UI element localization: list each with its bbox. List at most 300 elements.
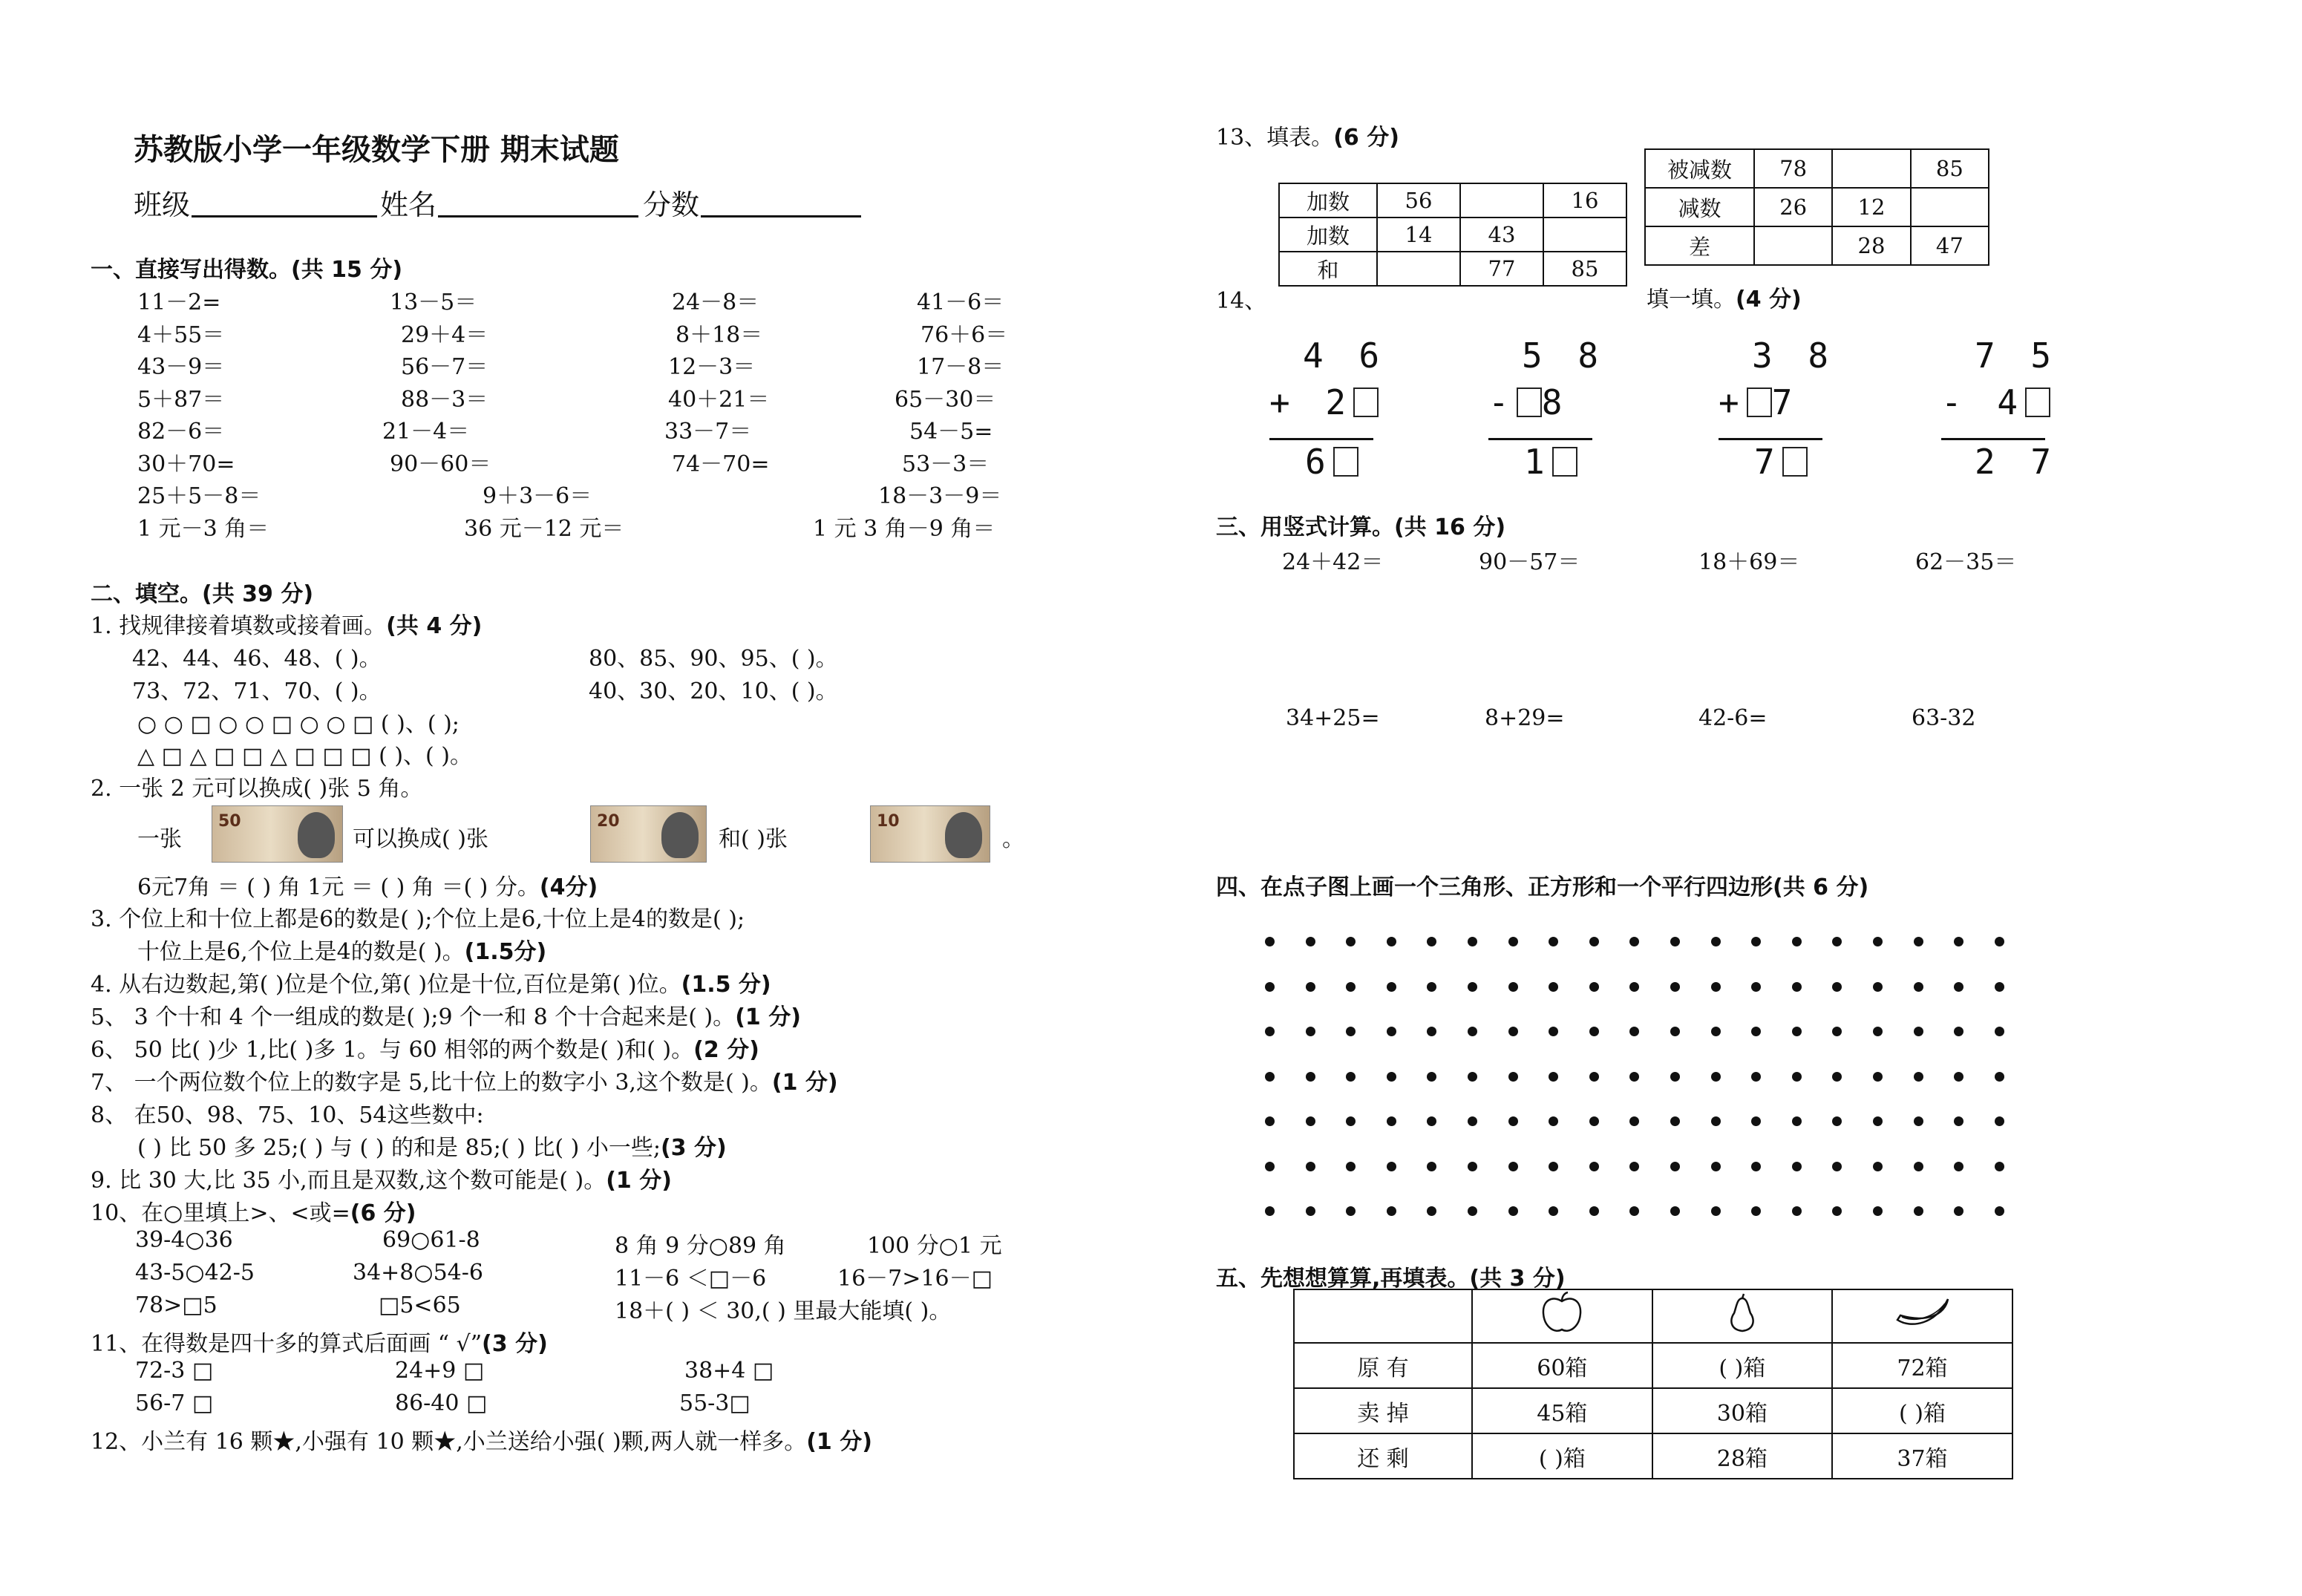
- grid-dot[interactable]: [1711, 937, 1721, 946]
- q11-text: 11、在得数是四十多的算式后面画 “ √”(3 分): [91, 1331, 548, 1357]
- problem: 36 元－12 元＝: [464, 516, 624, 542]
- grid-dot[interactable]: [1427, 1162, 1436, 1171]
- table-cell: 85: [1543, 252, 1626, 286]
- grid-dot[interactable]: [1711, 1027, 1721, 1036]
- compare-item: 78>□5: [135, 1292, 218, 1318]
- puzzle-4-middle: - 4: [1941, 382, 2050, 422]
- grid-dot[interactable]: [1549, 1027, 1558, 1036]
- table-cell: [1294, 1289, 1472, 1343]
- grid-dot[interactable]: [1954, 1162, 1963, 1171]
- grid-dot[interactable]: [1670, 982, 1680, 992]
- grid-dot[interactable]: [1508, 1116, 1518, 1126]
- grid-dot[interactable]: [1792, 1027, 1802, 1036]
- grid-dot[interactable]: [1427, 1206, 1436, 1216]
- grid-dot[interactable]: [1751, 1162, 1761, 1171]
- problem: 13－5＝: [390, 290, 477, 315]
- puzzle-4-top: 7 5: [1975, 336, 2059, 376]
- vertical-calc: 42-6=: [1698, 705, 1768, 731]
- q1-sequence-a: 42、44、46、48、( )。: [132, 646, 382, 672]
- answer-box[interactable]: [1747, 387, 1772, 417]
- q4-text: 4. 从右边数起,第( )位是个位,第( )位是十位,百位是第( )位。(1.5 分): [91, 972, 771, 998]
- grid-dot[interactable]: [1873, 1116, 1883, 1126]
- grid-dot[interactable]: [1346, 1116, 1356, 1126]
- table-cell: 和: [1279, 252, 1377, 286]
- grid-dot[interactable]: [1670, 1027, 1680, 1036]
- grid-dot[interactable]: [1468, 1162, 1477, 1171]
- page-title: 苏教版小学一年级数学下册 期末试题: [134, 133, 619, 167]
- grid-dot[interactable]: [1711, 982, 1721, 992]
- q5-text: 5、 3 个十和 4 个一组成的数是( );9 个一和 8 个十合起来是( )。(1 分): [91, 1004, 801, 1030]
- problem: 21－4＝: [382, 419, 470, 445]
- answer-box[interactable]: [2025, 387, 2050, 417]
- grid-dot[interactable]: [1508, 937, 1518, 946]
- grid-dot[interactable]: [1995, 982, 2004, 992]
- vertical-calc: 90－57＝: [1479, 549, 1580, 575]
- grid-dot[interactable]: [1629, 937, 1639, 946]
- table-cell: 26: [1754, 188, 1832, 226]
- vertical-calc: 63-32: [1912, 705, 1976, 731]
- problem: 1 元－3 角＝: [137, 516, 269, 542]
- grid-dot[interactable]: [1387, 937, 1396, 946]
- table-cell: 卖 掉: [1294, 1388, 1472, 1433]
- sum-line: [1719, 438, 1822, 440]
- answer-box[interactable]: [1782, 447, 1808, 477]
- compare-item: 43-5○42-5: [135, 1260, 255, 1286]
- q1-shape-pattern-a: ○ ○ □ ○ ○ □ ○ ○ □ ( )、( );: [137, 711, 460, 737]
- grid-dot[interactable]: [1346, 1162, 1356, 1171]
- grid-dot[interactable]: [1508, 1027, 1518, 1036]
- grid-dot[interactable]: [1670, 937, 1680, 946]
- grid-dot[interactable]: [1629, 1072, 1639, 1082]
- grid-dot[interactable]: [1549, 982, 1558, 992]
- grid-dot[interactable]: [1751, 1027, 1761, 1036]
- grid-dot[interactable]: [1873, 1072, 1883, 1082]
- vertical-calc: 8+29=: [1485, 705, 1565, 731]
- grid-dot[interactable]: [1346, 982, 1356, 992]
- table-cell: 28箱: [1652, 1433, 1832, 1479]
- puzzle-2-result: 1: [1524, 442, 1577, 482]
- table-cell: 72箱: [1832, 1343, 2012, 1388]
- grid-dot[interactable]: [1387, 1027, 1396, 1036]
- grid-dot[interactable]: [1670, 1206, 1680, 1216]
- puzzle-3-middle: + 7: [1719, 382, 1800, 422]
- grid-dot[interactable]: [1751, 1072, 1761, 1082]
- table-cell: 加数: [1279, 218, 1377, 252]
- table-cell: 原 有: [1294, 1343, 1472, 1388]
- grid-dot[interactable]: [1954, 1116, 1963, 1126]
- grid-dot[interactable]: [1549, 1072, 1558, 1082]
- problem: 40＋21＝: [668, 386, 770, 413]
- grid-dot[interactable]: [1306, 1116, 1315, 1126]
- check-item[interactable]: 72-3 □: [135, 1358, 214, 1384]
- problem: 65－30＝: [895, 386, 996, 413]
- grid-dot[interactable]: [1629, 1206, 1639, 1216]
- table-cell: 60箱: [1472, 1343, 1652, 1388]
- grid-dot[interactable]: [1346, 1072, 1356, 1082]
- puzzle-3-result: 7: [1754, 442, 1808, 482]
- banknote-50-image: 50: [212, 805, 343, 863]
- q8-text: 8、 在50、98、75、10、54这些数中:: [91, 1102, 484, 1128]
- q2-conversion: 6元7角 ＝ ( ) 角 1元 ＝ ( ) 角 ＝( ) 分。(4分): [137, 874, 598, 900]
- q2-one: 一张: [137, 826, 182, 852]
- q1-sequence-c: 73、72、71、70、( )。: [132, 678, 382, 704]
- grid-dot[interactable]: [1508, 1072, 1518, 1082]
- table-cell: 78: [1754, 149, 1832, 188]
- grid-dot[interactable]: [1995, 1206, 2004, 1216]
- name-field[interactable]: [438, 215, 638, 218]
- grid-dot[interactable]: [1995, 1072, 2004, 1082]
- subtraction-table: [1644, 148, 1989, 266]
- grid-dot[interactable]: [1549, 1116, 1558, 1126]
- grid-dot[interactable]: [1306, 982, 1315, 992]
- problem: 24－8＝: [672, 290, 759, 315]
- problem: 41－6＝: [917, 290, 1004, 315]
- class-label: 班级: [134, 189, 191, 221]
- table-cell: 56: [1377, 183, 1460, 218]
- grid-dot[interactable]: [1751, 982, 1761, 992]
- answer-box[interactable]: [1353, 387, 1379, 417]
- grid-dot[interactable]: [1995, 1162, 2004, 1171]
- table-cell[interactable]: ( )箱: [1832, 1388, 2012, 1433]
- q1-title: 1. 找规律接着填数或接着画。(共 4 分): [91, 613, 483, 639]
- grid-dot[interactable]: [1265, 1206, 1275, 1216]
- problem: 54－5=: [909, 419, 993, 445]
- check-item[interactable]: 38+4 □: [684, 1358, 774, 1384]
- grid-dot[interactable]: [1508, 1162, 1518, 1171]
- grid-dot[interactable]: [1589, 982, 1599, 992]
- vertical-calc: 18＋69＝: [1698, 549, 1800, 575]
- puzzle-1-top: 4 6: [1303, 336, 1387, 376]
- grid-dot[interactable]: [1954, 1027, 1963, 1036]
- q2-text: 2. 一张 2 元可以换成( )张 5 角。: [91, 776, 423, 802]
- problem: 90－60＝: [390, 451, 491, 477]
- grid-dot[interactable]: [1832, 1116, 1842, 1126]
- grid-dot[interactable]: [1427, 937, 1436, 946]
- table-cell[interactable]: ( )箱: [1652, 1343, 1832, 1388]
- grid-dot[interactable]: [1629, 1162, 1639, 1171]
- grid-dot[interactable]: [1589, 1116, 1599, 1126]
- table-cell[interactable]: [1911, 188, 1989, 226]
- grid-dot[interactable]: [1265, 1116, 1275, 1126]
- table-cell: [1832, 1289, 2012, 1343]
- table-cell[interactable]: [1460, 183, 1543, 218]
- problem: 29＋4＝: [401, 321, 488, 348]
- table-cell: 47: [1911, 226, 1989, 265]
- q2-exchange: 可以换成( )张: [353, 826, 488, 852]
- grid-dot[interactable]: [1387, 1072, 1396, 1082]
- problem: 76＋6＝: [921, 321, 1008, 348]
- grid-dot[interactable]: [1832, 1162, 1842, 1171]
- problem: 18－3－9＝: [878, 483, 1002, 509]
- grid-dot[interactable]: [1792, 982, 1802, 992]
- grid-dot[interactable]: [1306, 937, 1315, 946]
- grid-dot[interactable]: [1549, 1162, 1558, 1171]
- addition-table: [1278, 183, 1627, 287]
- table-cell: 16: [1543, 183, 1626, 218]
- q2-and: 和( )张: [719, 826, 788, 852]
- table-cell[interactable]: [1377, 252, 1460, 286]
- table-cell: [1472, 1289, 1652, 1343]
- compare-item: 100 分○1 元: [867, 1233, 1002, 1259]
- problem: 11－2=: [137, 290, 221, 315]
- problem: 9＋3－6＝: [483, 483, 592, 509]
- grid-dot[interactable]: [1427, 982, 1436, 992]
- grid-dot[interactable]: [1873, 1206, 1883, 1216]
- grid-dot[interactable]: [1954, 1206, 1963, 1216]
- grid-dot[interactable]: [1589, 1027, 1599, 1036]
- grid-dot[interactable]: [1711, 1072, 1721, 1082]
- q1-sequence-d: 40、30、20、10、( )。: [589, 678, 838, 704]
- grid-dot[interactable]: [1468, 937, 1477, 946]
- compare-item: 11－6 ＜□－6: [615, 1266, 767, 1292]
- fruit-table: [1293, 1289, 2013, 1479]
- grid-dot[interactable]: [1629, 1116, 1639, 1126]
- grid-dot[interactable]: [1427, 1116, 1436, 1126]
- problem: 82－6＝: [137, 419, 225, 445]
- table-cell: 28: [1832, 226, 1910, 265]
- name-label: 姓名: [380, 189, 437, 221]
- grid-dot[interactable]: [1914, 1206, 1923, 1216]
- table-cell: 被减数: [1645, 149, 1754, 188]
- puzzle-1-result: 6: [1305, 442, 1358, 482]
- grid-dot[interactable]: [1914, 982, 1923, 992]
- sum-line: [1941, 438, 2045, 440]
- grid-dot[interactable]: [1265, 1162, 1275, 1171]
- q12-text: 12、小兰有 16 颗★,小强有 10 颗★,小兰送给小强( )颗,两人就一样多。(1 分): [91, 1429, 872, 1455]
- grid-dot[interactable]: [1589, 937, 1599, 946]
- grid-dot[interactable]: [1792, 1072, 1802, 1082]
- problem: 74－70=: [672, 451, 770, 477]
- answer-box[interactable]: [1333, 447, 1358, 477]
- grid-dot[interactable]: [1306, 1162, 1315, 1171]
- grid-dot[interactable]: [1427, 1027, 1436, 1036]
- q1-sequence-b: 80、85、90、95、( )。: [589, 646, 838, 672]
- grid-dot[interactable]: [1387, 1206, 1396, 1216]
- table-cell[interactable]: [1754, 226, 1832, 265]
- score-label: 分数: [643, 189, 700, 221]
- check-item[interactable]: 56-7 □: [135, 1390, 214, 1416]
- grid-dot[interactable]: [1792, 937, 1802, 946]
- table-cell: 14: [1377, 218, 1460, 252]
- grid-dot[interactable]: [1995, 1027, 2004, 1036]
- grid-dot[interactable]: [1589, 1206, 1599, 1216]
- puzzle-1-middle: + 2: [1269, 382, 1379, 422]
- grid-dot[interactable]: [1751, 1116, 1761, 1126]
- grid-dot[interactable]: [1792, 1162, 1802, 1171]
- q13-title: 13、填表。(6 分): [1216, 125, 1399, 151]
- q3-text: 3. 个位上和十位上都是6的数是( );个位上是6,十位上是4的数是( );: [91, 906, 745, 932]
- grid-dot[interactable]: [1387, 1116, 1396, 1126]
- grid-dot[interactable]: [1792, 1206, 1802, 1216]
- grid-dot[interactable]: [1995, 1116, 2004, 1126]
- table-cell: 77: [1460, 252, 1543, 286]
- grid-dot[interactable]: [1792, 1116, 1802, 1126]
- check-item[interactable]: 24+9 □: [395, 1358, 485, 1384]
- compare-item: 8 角 9 分○89 角: [615, 1233, 786, 1259]
- problem: 17－8＝: [917, 354, 1004, 380]
- answer-box[interactable]: [1517, 387, 1542, 417]
- puzzle-4-result: 2 7: [1975, 442, 2059, 482]
- grid-dot[interactable]: [1549, 937, 1558, 946]
- q14-number: 14、: [1216, 288, 1267, 314]
- grid-dot[interactable]: [1711, 1116, 1721, 1126]
- grid-dot[interactable]: [1711, 1162, 1721, 1171]
- grid-dot[interactable]: [1427, 1072, 1436, 1082]
- banknote-20-image: 20: [590, 805, 707, 863]
- table-cell: 43: [1460, 218, 1543, 252]
- grid-dot[interactable]: [1914, 1116, 1923, 1126]
- compare-item: 16－7>16－□: [837, 1266, 993, 1292]
- problem: 25＋5－8＝: [137, 483, 261, 509]
- grid-dot[interactable]: [1589, 1072, 1599, 1082]
- check-item[interactable]: 86-40 □: [395, 1390, 488, 1416]
- grid-dot[interactable]: [1832, 982, 1842, 992]
- problem: 88－3＝: [401, 386, 488, 413]
- grid-dot[interactable]: [1914, 937, 1923, 946]
- q7-text: 7、 一个两位数个位上的数字是 5,比十位上的数字小 3,这个数是( )。(1 分): [91, 1070, 838, 1096]
- grid-dot[interactable]: [1914, 1027, 1923, 1036]
- section-5-title: 五、先想想算算,再填表。(共 3 分): [1216, 1266, 1566, 1292]
- table-cell: 37箱: [1832, 1433, 2012, 1479]
- table-cell: 45箱: [1472, 1388, 1652, 1433]
- grid-dot[interactable]: [1468, 982, 1477, 992]
- check-item[interactable]: 55-3□: [679, 1390, 751, 1416]
- section-2-title: 二、填空。(共 39 分): [91, 581, 314, 607]
- grid-dot[interactable]: [1549, 1206, 1558, 1216]
- q2-period: 。: [1002, 826, 1024, 852]
- grid-dot[interactable]: [1468, 1206, 1477, 1216]
- table-cell[interactable]: [1832, 149, 1910, 188]
- grid-dot[interactable]: [1670, 1072, 1680, 1082]
- section-3-title: 三、用竖式计算。(共 16 分): [1216, 514, 1506, 540]
- apple-icon: [1538, 1291, 1586, 1335]
- grid-dot[interactable]: [1265, 1072, 1275, 1082]
- banknote-10-image: 10: [870, 805, 990, 863]
- vertical-calc: 62－35＝: [1915, 549, 2017, 575]
- banana-icon: [1893, 1295, 1952, 1332]
- problem: 1 元 3 角－9 角＝: [813, 516, 995, 542]
- grid-dot[interactable]: [1346, 937, 1356, 946]
- grid-dot[interactable]: [1873, 1027, 1883, 1036]
- grid-dot[interactable]: [1468, 1027, 1477, 1036]
- sum-line: [1488, 438, 1592, 440]
- grid-dot[interactable]: [1306, 1027, 1315, 1036]
- problem: 4＋55＝: [137, 321, 225, 348]
- grid-dot[interactable]: [1873, 982, 1883, 992]
- grid-dot[interactable]: [1346, 1206, 1356, 1216]
- q6-text: 6、 50 比( )少 1,比( )多 1。与 60 相邻的两个数是( )和( )。(2 分): [91, 1037, 759, 1063]
- class-field[interactable]: [192, 215, 377, 218]
- grid-dot[interactable]: [1954, 937, 1963, 946]
- grid-dot[interactable]: [1954, 1072, 1963, 1082]
- problem: 56－7＝: [401, 354, 488, 380]
- grid-dot[interactable]: [1873, 937, 1883, 946]
- table-cell: 加数: [1279, 183, 1377, 218]
- answer-box[interactable]: [1552, 447, 1577, 477]
- pear-icon: [1724, 1292, 1761, 1334]
- q9-text: 9. 比 30 大,比 35 小,而且是双数,这个数可能是( )。(1 分): [91, 1168, 672, 1194]
- grid-dot[interactable]: [1832, 1206, 1842, 1216]
- vertical-calc: 34+25=: [1286, 705, 1380, 731]
- puzzle-2-top: 5 8: [1522, 336, 1606, 376]
- grid-dot[interactable]: [1468, 1116, 1477, 1126]
- problem: 53－3＝: [902, 451, 990, 477]
- table-cell: 差: [1645, 226, 1754, 265]
- grid-dot[interactable]: [1265, 982, 1275, 992]
- problem: 8＋18＝: [676, 321, 763, 348]
- section-4-title: 四、在点子图上画一个三角形、正方形和一个平行四边形(共 6 分): [1216, 874, 1869, 900]
- grid-dot[interactable]: [1265, 1027, 1275, 1036]
- sum-line: [1269, 438, 1373, 440]
- compare-item: 18＋( ) ＜ 30,( ) 里最大能填( )。: [615, 1298, 952, 1324]
- q8-text-b: ( ) 比 50 多 25;( ) 与 ( ) 的和是 85;( ) 比( ) 小一些;(3 分): [137, 1135, 727, 1161]
- table-cell[interactable]: [1543, 218, 1626, 252]
- grid-dot[interactable]: [1670, 1162, 1680, 1171]
- compare-item: 34+8○54-6: [353, 1260, 483, 1286]
- grid-dot[interactable]: [1508, 982, 1518, 992]
- grid-dot[interactable]: [1914, 1072, 1923, 1082]
- grid-dot[interactable]: [1873, 1162, 1883, 1171]
- grid-dot[interactable]: [1832, 937, 1842, 946]
- grid-dot[interactable]: [1346, 1027, 1356, 1036]
- grid-dot[interactable]: [1751, 937, 1761, 946]
- puzzle-2-middle: - 8: [1488, 382, 1570, 422]
- vertical-calc: 24＋42＝: [1282, 549, 1384, 575]
- grid-dot[interactable]: [1751, 1206, 1761, 1216]
- grid-dot[interactable]: [1670, 1116, 1680, 1126]
- grid-dot[interactable]: [1265, 937, 1275, 946]
- q1-shape-pattern-b: △ □ △ □ □ △ □ □ □ ( )、( )。: [137, 743, 472, 769]
- problem: 30＋70=: [137, 451, 235, 477]
- compare-item: 39-4○36: [135, 1227, 233, 1253]
- compare-item: 69○61-8: [382, 1227, 480, 1253]
- table-cell: 85: [1911, 149, 1989, 188]
- grid-dot[interactable]: [1914, 1162, 1923, 1171]
- problem: 43－9＝: [137, 354, 225, 380]
- q3-text-b: 十位上是6,个位上是4的数是( )。(1.5分): [137, 939, 547, 965]
- score-field[interactable]: [701, 215, 861, 218]
- table-cell: 30箱: [1652, 1388, 1832, 1433]
- puzzle-3-top: 3 8: [1752, 336, 1837, 376]
- problem: 33－7＝: [664, 419, 752, 445]
- grid-dot[interactable]: [1508, 1206, 1518, 1216]
- grid-dot[interactable]: [1954, 982, 1963, 992]
- grid-dot[interactable]: [1711, 1206, 1721, 1216]
- problem: 5＋87＝: [137, 386, 225, 413]
- grid-dot[interactable]: [1589, 1162, 1599, 1171]
- table-cell: [1652, 1289, 1832, 1343]
- q10-text: 10、在○里填上>、<或=(6 分): [91, 1200, 416, 1226]
- grid-dot[interactable]: [1306, 1206, 1315, 1216]
- grid-dot[interactable]: [1832, 1072, 1842, 1082]
- grid-dot[interactable]: [1387, 982, 1396, 992]
- problem: 12－3＝: [668, 354, 756, 380]
- grid-dot[interactable]: [1387, 1162, 1396, 1171]
- section-1-title: 一、直接写出得数。(共 15 分): [91, 257, 403, 283]
- grid-dot[interactable]: [1629, 1027, 1639, 1036]
- grid-dot[interactable]: [1995, 937, 2004, 946]
- grid-dot[interactable]: [1468, 1072, 1477, 1082]
- table-cell: 12: [1832, 188, 1910, 226]
- table-cell: 还 剩: [1294, 1433, 1472, 1479]
- q14-title: 填一填。(4 分): [1647, 287, 1802, 313]
- compare-item: □5<65: [379, 1292, 461, 1318]
- grid-dot[interactable]: [1306, 1072, 1315, 1082]
- grid-dot[interactable]: [1832, 1027, 1842, 1036]
- table-cell: 减数: [1645, 188, 1754, 226]
- grid-dot[interactable]: [1629, 982, 1639, 992]
- table-cell[interactable]: ( )箱: [1472, 1433, 1652, 1479]
